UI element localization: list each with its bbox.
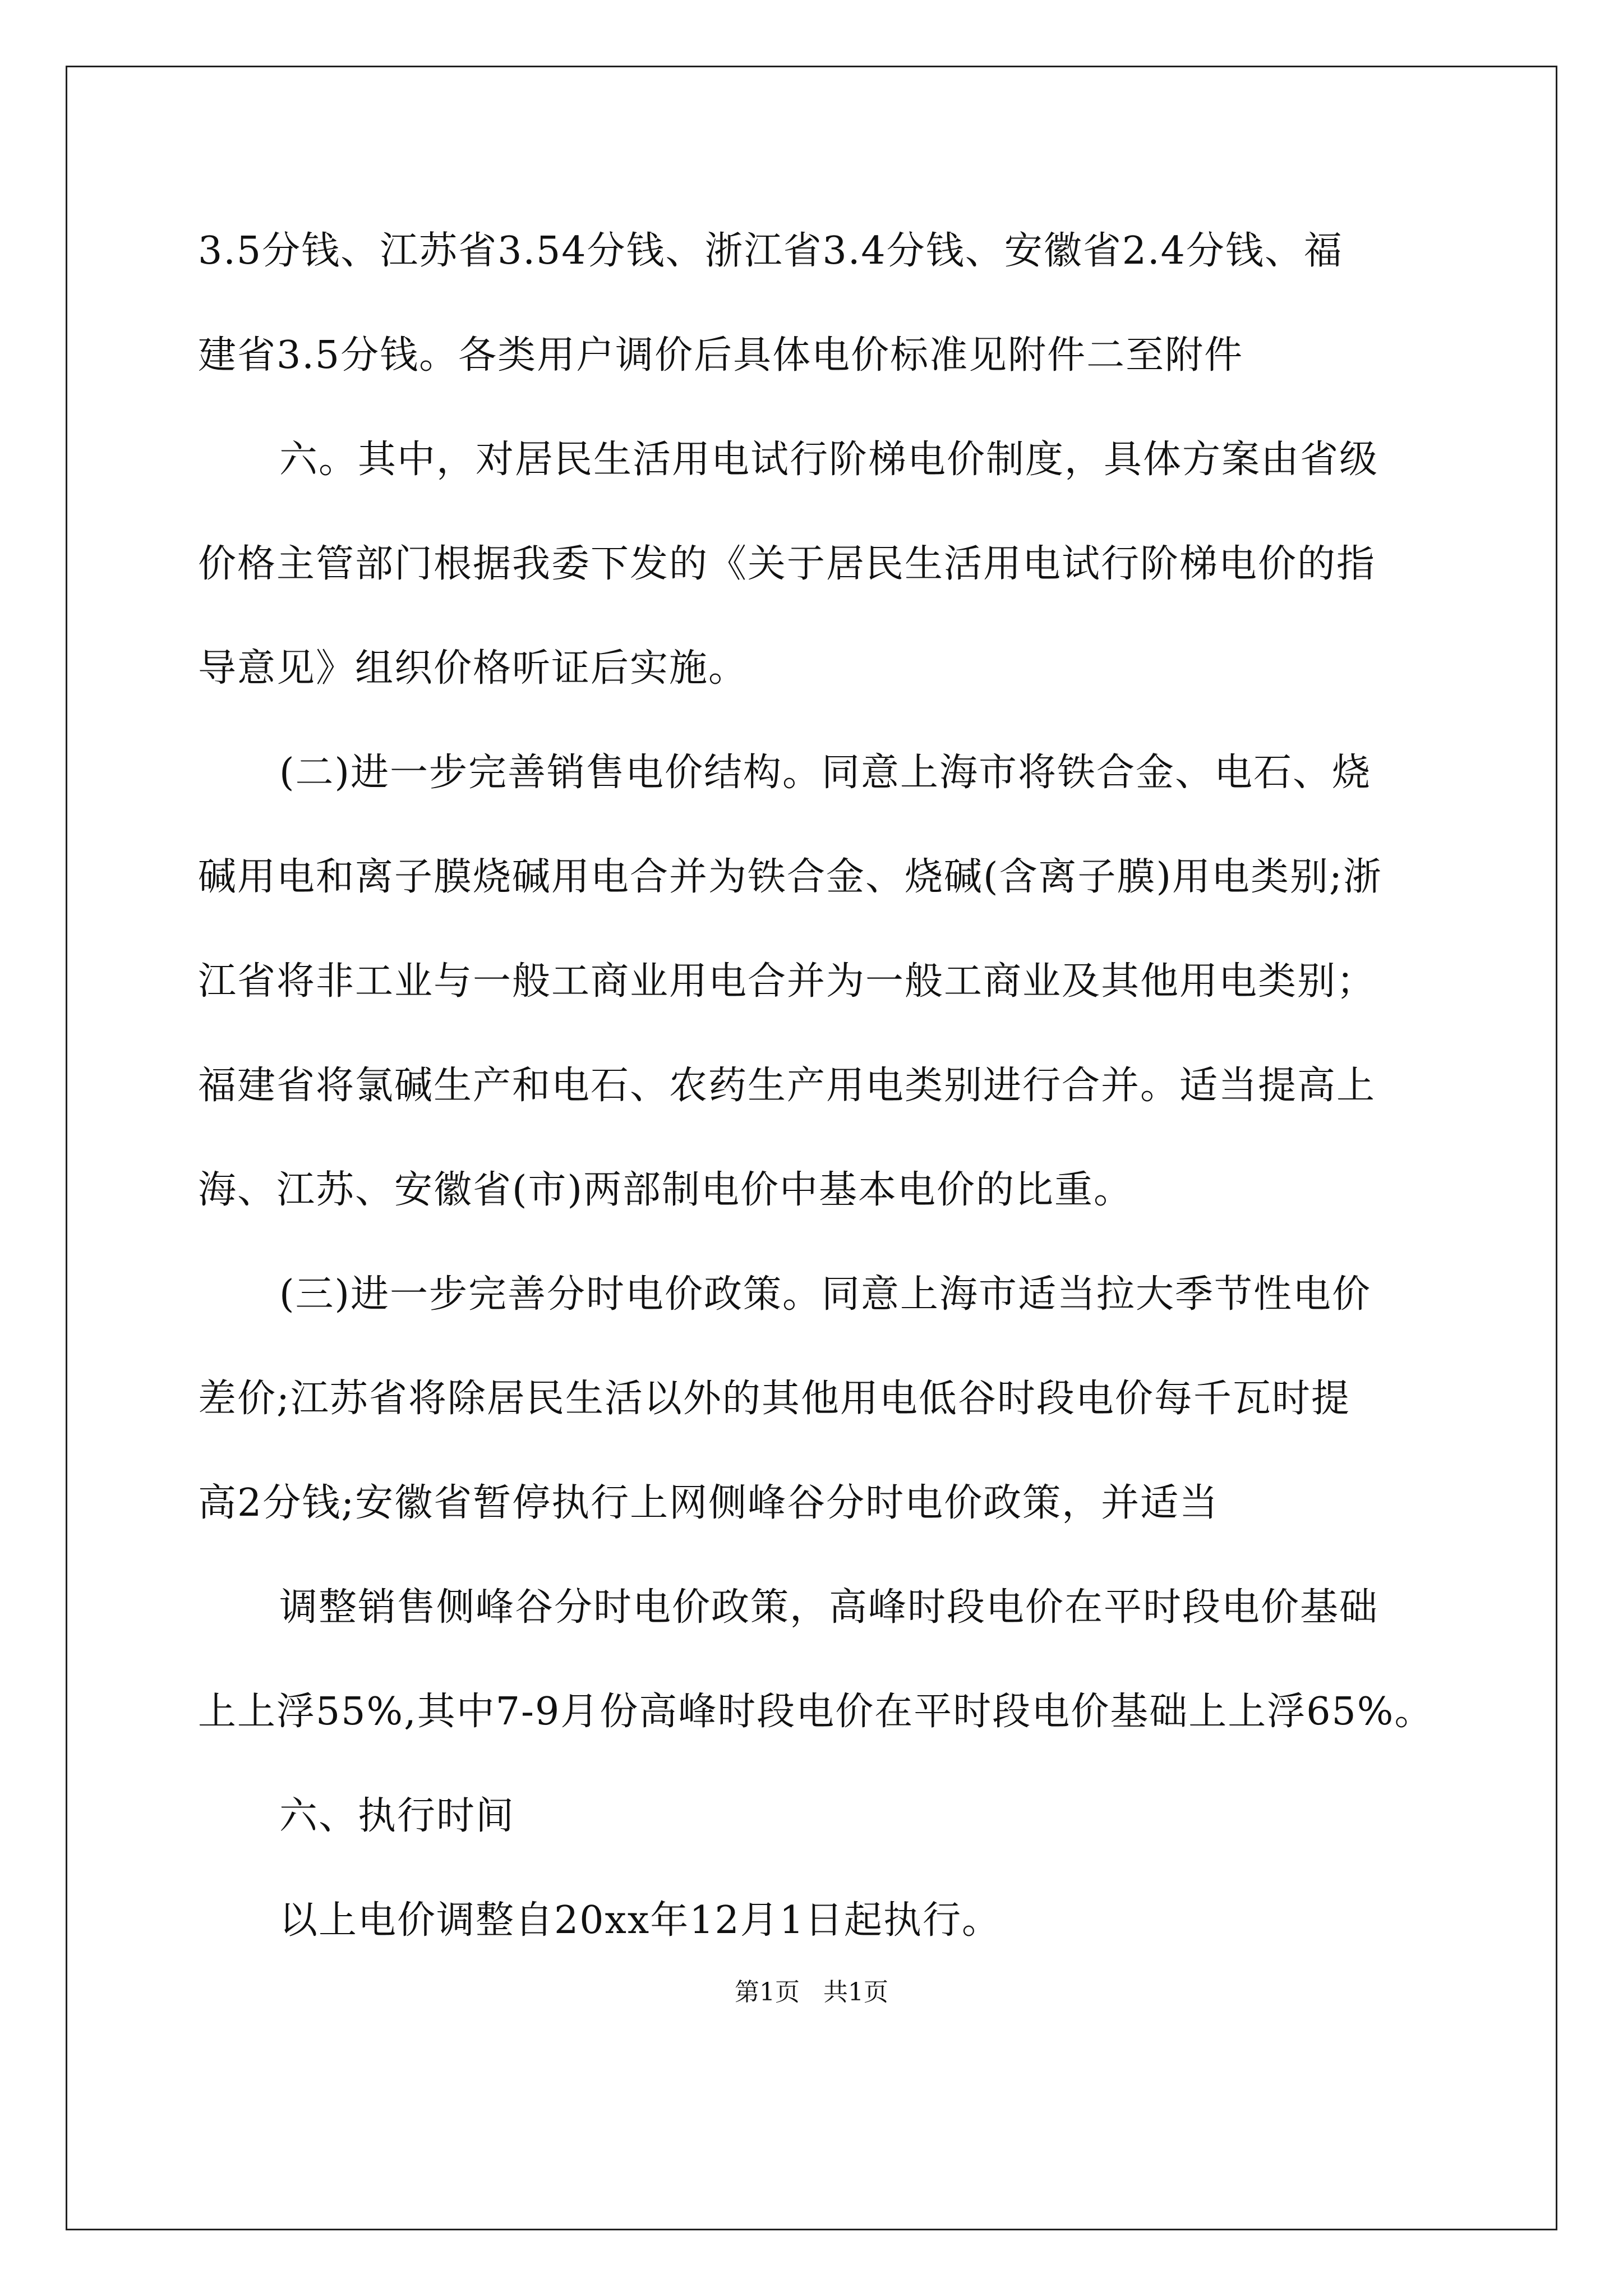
text-line-11: (三)进一步完善分时电价政策。同意上海市适当拉大季节性电价 bbox=[279, 1272, 1372, 1317]
text-line-6: (二)进一步完善销售电价结构。同意上海市将铁合金、电石、烧 bbox=[279, 751, 1372, 795]
page-footer: 第1页 共1页 bbox=[735, 1978, 888, 2007]
text-line-10: 海、江苏、安徽省(市)两部制电价中基本电价的比重。 bbox=[198, 1168, 1133, 1212]
text-line-8: 江省将非工业与一般工商业用电合并为一般工商业及其他用电类别； bbox=[198, 959, 1376, 1004]
text-line-14: 调整销售侧峰谷分时电价政策，高峰时段电价在平时段电价基础 bbox=[279, 1585, 1379, 1630]
text-line-15: 上上浮55%,其中7-9月份高峰时段电价在平时段电价基础上上浮65%。 bbox=[198, 1690, 1434, 1734]
text-line-13: 高2分钱;安徽省暂停执行上网侧峰谷分时电价政策，并适当 bbox=[198, 1481, 1219, 1525]
text-line-4: 价格主管部门根据我委下发的《关于居民生活用电试行阶梯电价的指 bbox=[198, 542, 1376, 586]
text-line-9: 福建省将氯碱生产和电石、农药生产用电类别进行合并。适当提高上 bbox=[198, 1064, 1376, 1108]
text-line-7: 碱用电和离子膜烧碱用电合并为铁合金、烧碱(含离子膜)用电类别;浙 bbox=[198, 855, 1382, 899]
text-line-17: 以上电价调整自20xx年12月1日起执行。 bbox=[279, 1898, 1002, 1943]
text-line-12: 差价;江苏省将除居民生活以外的其他用电低谷时段电价每千瓦时提 bbox=[198, 1377, 1350, 1421]
text-line-2: 建省3.5分钱。各类用户调价后具体电价标准见附件二至附件 bbox=[198, 333, 1244, 378]
text-line-3: 六。其中，对居民生活用电试行阶梯电价制度，具体方案由省级 bbox=[279, 438, 1379, 482]
section-heading-execution-time: 六、执行时间 bbox=[279, 1794, 515, 1838]
text-line-1: 3.5分钱、江苏省3.54分钱、浙江省3.4分钱、安徽省2.4分钱、福 bbox=[198, 229, 1343, 273]
text-line-5: 导意见》组织价格听证后实施。 bbox=[198, 646, 748, 691]
